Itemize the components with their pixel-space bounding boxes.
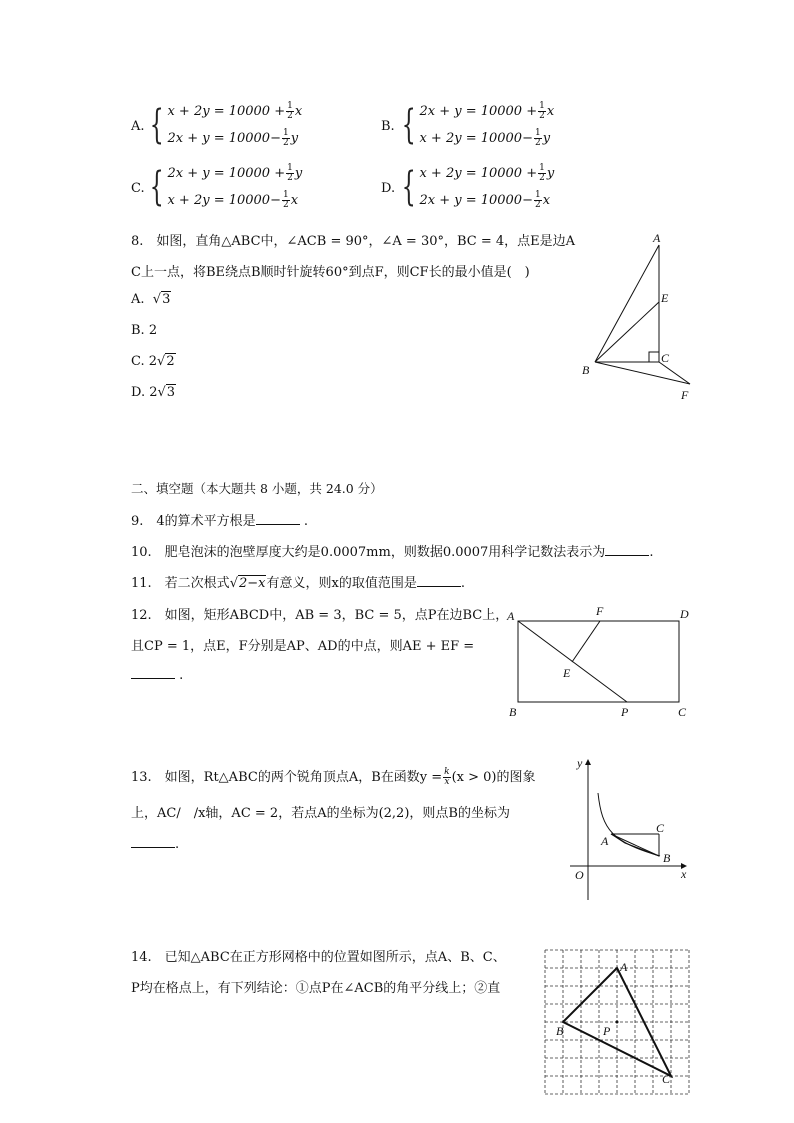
q7-d-eq2: 2x + y = 10000− $\frac{1}{2}$ x: [419, 190, 551, 210]
q7-option-c-label: C.: [131, 181, 145, 196]
q13-fig-label-x: x: [681, 867, 687, 881]
q7-option-a-label: A.: [131, 119, 145, 134]
q12-fig-label-c: C: [678, 705, 687, 719]
q10-answer-blank: [605, 543, 649, 556]
q13-fig-label-b: B: [663, 851, 671, 865]
q7-b-eq1: 2x + y = 10000 + $\frac{1}{2}$ x: [419, 101, 555, 121]
q12-stem-line2: 且CP = 1，点E，F分别是AP、AD的中点，则AE + EF =: [131, 639, 475, 654]
q8-option-c: C. 2√2: [131, 354, 175, 369]
q14-fig-label-p: P: [603, 1024, 611, 1038]
q13-answer-blank: [131, 835, 175, 848]
q8-option-a: A. √3: [131, 292, 171, 307]
q8-fig-label-b: B: [582, 363, 590, 377]
q13-stem-line1: 13. 如图，Rt△ABC的两个锐角顶点A，B在函数y = $\frac{k}{x}$ (x > 0)的图象: [131, 767, 536, 787]
q12-fig-label-d: D: [680, 607, 689, 621]
section-2-heading: 二、填空题（本大题共 8 小题，共 24.0 分）: [131, 481, 383, 496]
q11: 11. 若二次根式√2−x有意义，则x的取值范围是 .: [131, 576, 465, 591]
q14-fig-label-c: C: [662, 1072, 671, 1086]
q9: 9. 4的算术平方根是 .: [131, 514, 308, 529]
q7-a-eq1: x + 2y = 10000 + $\frac{1}{2}$ x: [167, 101, 303, 121]
q8-stem-line1: 8. 如图，直角△ABC中，∠ACB = 90°，∠A = 30°，BC = 4，点E是边A: [131, 234, 576, 249]
q13-fig-label-y: y: [577, 756, 583, 770]
q12-fig-label-e: E: [563, 666, 571, 680]
q12-stem-line1: 12. 如图，矩形ABCD中，AB = 3，BC = 5，点P在边BC上，: [131, 608, 509, 623]
q12-answer-blank: [131, 666, 175, 679]
q8-fig-label-f: F: [681, 388, 689, 402]
q7-c-eq2: x + 2y = 10000− $\frac{1}{2}$ x: [167, 190, 299, 210]
q12-fig-label-b: B: [509, 705, 517, 719]
q7-c-eq1: 2x + y = 10000 + $\frac{1}{2}$ y: [167, 163, 303, 183]
q13-answer: .: [131, 835, 179, 852]
q14-stem-line1: 14. 已知△ABC在正方形网格中的位置如图所示，点A、B、C、: [131, 950, 506, 965]
q13-fig-label-a: A: [601, 834, 609, 848]
q7-option-d-label: D.: [381, 181, 396, 196]
q13-fig-label-c: C: [656, 821, 665, 835]
q12-fig-label-f: F: [596, 604, 604, 618]
q9-answer-blank: [256, 512, 300, 525]
q7-d-eq1: x + 2y = 10000 + $\frac{1}{2}$ y: [419, 163, 555, 183]
q14-fig-label-b: B: [556, 1024, 564, 1038]
q12-fig-label-a: A: [507, 609, 515, 623]
q13-stem-line2: 上，AC/ /x轴，AC = 2，若点A的坐标为(2,2)，则点B的坐标为: [131, 806, 510, 821]
q10: 10. 肥皂泡沫的泡壁厚度大约是0.0007mm，则数据0.0007用科学记数法表示为 .: [131, 545, 654, 560]
q8-fig-label-e: E: [661, 291, 669, 305]
q12-fig-label-p: P: [621, 705, 629, 719]
q8-fig-label-a: A: [653, 231, 661, 245]
q7-b-eq2: x + 2y = 10000− $\frac{1}{2}$ y: [419, 128, 551, 148]
q11-answer-blank: [417, 574, 461, 587]
q13-fig-label-o: O: [575, 868, 584, 882]
q8-stem-line2: C上一点，将BE绕点B顺时针旋转60°到点F，则CF长的最小值是( ): [131, 265, 530, 280]
q7-a-eq2: 2x + y = 10000− $\frac{1}{2}$ y: [167, 128, 299, 148]
q14-fig-label-a: A: [620, 960, 628, 974]
q8-option-b: B. 2: [131, 323, 158, 338]
q7-option-b-system: { 2x + y = 10000 + $\frac{1}{2}$ x x + 2y = 10000− $\frac{1}{2}$ y: [396, 98, 554, 152]
q7-option-a-system: { x + 2y = 10000 + $\frac{1}{2}$ x 2x + y = 10000− $\frac{1}{2}$ y: [144, 98, 302, 152]
q14-stem-line2: P均在格点上，有下列结论：①点P在∠ACB的角平分线上；②直: [131, 981, 501, 996]
q8-option-d: D. 2√3: [131, 385, 176, 400]
q7-option-b-label: B.: [381, 119, 395, 134]
q7-option-c-system: { 2x + y = 10000 + $\frac{1}{2}$ y x + 2y = 10000− $\frac{1}{2}$ x: [144, 160, 302, 214]
q8-fig-label-c: C: [661, 351, 670, 365]
q12-answer: .: [131, 666, 183, 683]
q7-option-d-system: { x + 2y = 10000 + $\frac{1}{2}$ y 2x + y = 10000− $\frac{1}{2}$ x: [396, 160, 554, 214]
